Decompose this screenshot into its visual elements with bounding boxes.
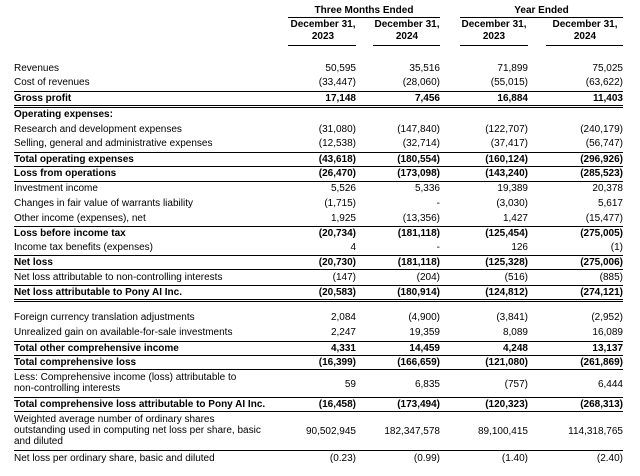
row-label: Net loss attributable to non-controlling interests bbox=[14, 272, 223, 283]
column-header bbox=[454, 19, 534, 43]
row-value: (143,240) bbox=[485, 168, 528, 179]
row-value: (166,659) bbox=[397, 357, 440, 368]
header-rule bbox=[288, 17, 440, 18]
row-divider bbox=[14, 255, 623, 256]
row-divider bbox=[14, 411, 623, 412]
row-divider bbox=[14, 107, 623, 108]
row-value: 114,318,765 bbox=[568, 426, 623, 437]
row-value: 2,084 bbox=[330, 312, 356, 323]
row-value: (124,812) bbox=[485, 287, 528, 298]
row-label: Gross profit bbox=[14, 93, 72, 104]
row-value: (31,080) bbox=[318, 124, 356, 135]
row-value: 90,502,945 bbox=[305, 426, 356, 437]
row-value: 1,427 bbox=[502, 213, 528, 224]
row-value: (173,098) bbox=[397, 168, 440, 179]
row-value: 20,378 bbox=[592, 183, 623, 194]
row-label: Less: Comprehensive income (loss) attributable to non-controlling interests bbox=[14, 372, 237, 394]
row-value: (204) bbox=[416, 272, 440, 283]
row-value: (275,005) bbox=[580, 228, 623, 239]
row-label: Loss before income tax bbox=[14, 228, 126, 239]
row-value: (121,080) bbox=[485, 357, 528, 368]
row-value: 5,336 bbox=[414, 183, 440, 194]
row-label: Foreign currency translation adjustments bbox=[14, 312, 195, 323]
row-value: (2,952) bbox=[591, 312, 623, 323]
row-value: (181,118) bbox=[397, 228, 440, 239]
row-value: (0.23) bbox=[329, 453, 356, 464]
row-value: 182,347,578 bbox=[384, 426, 440, 437]
row-divider bbox=[14, 91, 623, 92]
row-value: (33,447) bbox=[318, 77, 356, 88]
row-value: 5,617 bbox=[597, 198, 623, 209]
header-three-months: Three Months Ended bbox=[314, 5, 414, 16]
row-value: 1,925 bbox=[330, 213, 356, 224]
row-value: 7,456 bbox=[414, 93, 440, 104]
row-label: Net loss per ordinary share, basic and diluted bbox=[14, 453, 215, 464]
row-value: (20,583) bbox=[318, 287, 356, 298]
row-value: 16,089 bbox=[592, 327, 623, 338]
row-value: 50,595 bbox=[325, 63, 356, 74]
row-value: 75,025 bbox=[592, 63, 623, 74]
row-value: (3,030) bbox=[496, 198, 528, 209]
row-value: (268,313) bbox=[580, 399, 623, 410]
row-divider bbox=[14, 299, 623, 300]
header-year-ended: Year Ended bbox=[514, 5, 569, 16]
row-divider bbox=[14, 105, 623, 106]
row-value: - bbox=[436, 198, 440, 209]
row-label: Total comprehensive loss bbox=[14, 357, 137, 368]
column-header bbox=[545, 19, 625, 43]
row-value: 19,389 bbox=[497, 183, 528, 194]
row-value: 4 bbox=[350, 242, 356, 253]
row-value: - bbox=[436, 242, 440, 253]
row-value: 4,248 bbox=[502, 343, 528, 354]
column-header bbox=[283, 19, 363, 43]
row-value: (1,715) bbox=[324, 198, 356, 209]
column-header-date: December 31, bbox=[290, 19, 356, 30]
column-rule bbox=[546, 45, 623, 46]
row-value: (20,734) bbox=[318, 228, 356, 239]
row-value: 14,459 bbox=[409, 343, 440, 354]
column-header-date: December 31, bbox=[552, 19, 618, 30]
row-value: (274,121) bbox=[580, 287, 623, 298]
row-label: Revenues bbox=[14, 63, 60, 74]
row-value: (32,714) bbox=[402, 138, 440, 149]
row-divider bbox=[14, 397, 623, 398]
row-label: Net loss attributable to Pony AI Inc. bbox=[14, 287, 182, 298]
column-rule bbox=[460, 45, 528, 46]
row-value: (181,118) bbox=[397, 257, 440, 268]
column-header-year: 2024 bbox=[395, 31, 419, 42]
row-value: (37,417) bbox=[490, 138, 528, 149]
row-label: Unrealized gain on available-for-sale investments bbox=[14, 327, 233, 338]
row-value: (125,454) bbox=[485, 228, 528, 239]
row-value: 13,137 bbox=[592, 343, 623, 354]
row-value: (180,554) bbox=[397, 154, 440, 165]
row-value: 71,899 bbox=[497, 63, 528, 74]
row-value: (63,622) bbox=[585, 77, 623, 88]
column-header-year: 2023 bbox=[482, 31, 506, 42]
row-label: Total other comprehensive income bbox=[14, 343, 179, 354]
row-divider bbox=[14, 301, 623, 302]
row-divider bbox=[14, 226, 623, 227]
row-value: 6,444 bbox=[597, 379, 623, 390]
row-value: (147) bbox=[332, 272, 356, 283]
row-value: (1.40) bbox=[501, 453, 528, 464]
row-value: (160,124) bbox=[485, 154, 528, 165]
row-label: Total comprehensive loss attributable to Pony AI Inc. bbox=[14, 399, 266, 410]
row-value: (13,356) bbox=[402, 213, 440, 224]
row-value: 19,359 bbox=[409, 327, 440, 338]
row-value: (3,841) bbox=[496, 312, 528, 323]
row-value: 17,148 bbox=[325, 93, 356, 104]
row-divider bbox=[14, 341, 623, 342]
row-divider bbox=[14, 369, 623, 370]
row-divider bbox=[14, 450, 623, 451]
row-label: Other income (expenses), net bbox=[14, 213, 146, 224]
column-header-year: 2023 bbox=[311, 31, 335, 42]
column-header bbox=[367, 19, 447, 43]
row-label: Weighted average number of ordinary shares outstanding used in computing net loss per share, basic and diluted bbox=[14, 414, 261, 447]
row-value: 59 bbox=[344, 379, 356, 390]
row-value: (275,006) bbox=[580, 257, 623, 268]
row-label: Total operating expenses bbox=[14, 154, 134, 165]
row-divider bbox=[14, 285, 623, 286]
row-value: 35,516 bbox=[409, 63, 440, 74]
column-header-date: December 31, bbox=[374, 19, 440, 30]
row-divider bbox=[14, 152, 623, 153]
row-value: (516) bbox=[504, 272, 528, 283]
row-label: Research and development expenses bbox=[14, 124, 182, 135]
row-value: (16,458) bbox=[318, 399, 356, 410]
row-value: (147,840) bbox=[397, 124, 440, 135]
column-header-date: December 31, bbox=[461, 19, 527, 30]
row-value: 6,835 bbox=[414, 379, 440, 390]
row-value: 5,526 bbox=[330, 183, 356, 194]
row-value: 8,089 bbox=[502, 327, 528, 338]
column-rule bbox=[373, 45, 440, 46]
row-value: (173,494) bbox=[397, 399, 440, 410]
row-value: (55,015) bbox=[490, 77, 528, 88]
row-value: (2.40) bbox=[596, 453, 623, 464]
row-value: (4,900) bbox=[408, 312, 440, 323]
row-value: (285,523) bbox=[580, 168, 623, 179]
row-divider bbox=[14, 269, 623, 270]
row-value: (15,477) bbox=[585, 213, 623, 224]
row-label: Operating expenses: bbox=[14, 109, 113, 120]
row-value: (261,869) bbox=[580, 357, 623, 368]
row-value: (125,328) bbox=[485, 257, 528, 268]
row-value: (0.99) bbox=[413, 453, 440, 464]
column-rule bbox=[288, 45, 356, 46]
row-value: (122,707) bbox=[485, 124, 528, 135]
row-label: Income tax benefits (expenses) bbox=[14, 242, 153, 253]
row-label: Loss from operations bbox=[14, 168, 117, 179]
row-value: 4,331 bbox=[330, 343, 356, 354]
row-value: (56,747) bbox=[585, 138, 623, 149]
row-value: (43,618) bbox=[318, 154, 356, 165]
row-value: (12,538) bbox=[318, 138, 356, 149]
row-value: 16,884 bbox=[497, 93, 528, 104]
row-value: 11,403 bbox=[592, 93, 623, 104]
row-label: Investment income bbox=[14, 183, 98, 194]
row-value: (885) bbox=[599, 272, 623, 283]
row-value: (20,730) bbox=[318, 257, 356, 268]
row-value: (757) bbox=[504, 379, 528, 390]
row-value: (180,914) bbox=[397, 287, 440, 298]
row-value: 2,247 bbox=[330, 327, 356, 338]
row-value: (240,179) bbox=[580, 124, 623, 135]
row-value: (1) bbox=[610, 242, 623, 253]
row-divider bbox=[14, 355, 623, 356]
row-divider bbox=[14, 166, 623, 167]
column-header-year: 2024 bbox=[573, 31, 597, 42]
header-rule bbox=[460, 17, 623, 18]
row-value: (28,060) bbox=[402, 77, 440, 88]
row-value: 89,100,415 bbox=[477, 426, 528, 437]
row-divider bbox=[14, 181, 623, 182]
row-label: Selling, general and administrative expenses bbox=[14, 138, 213, 149]
row-label: Changes in fair value of warrants liability bbox=[14, 198, 193, 209]
row-label: Cost of revenues bbox=[14, 77, 90, 88]
row-value: (120,323) bbox=[485, 399, 528, 410]
row-value: (296,926) bbox=[580, 154, 623, 165]
row-value: (26,470) bbox=[318, 168, 356, 179]
row-value: 126 bbox=[511, 242, 528, 253]
row-value: (16,399) bbox=[318, 357, 356, 368]
row-label: Net loss bbox=[14, 257, 53, 268]
